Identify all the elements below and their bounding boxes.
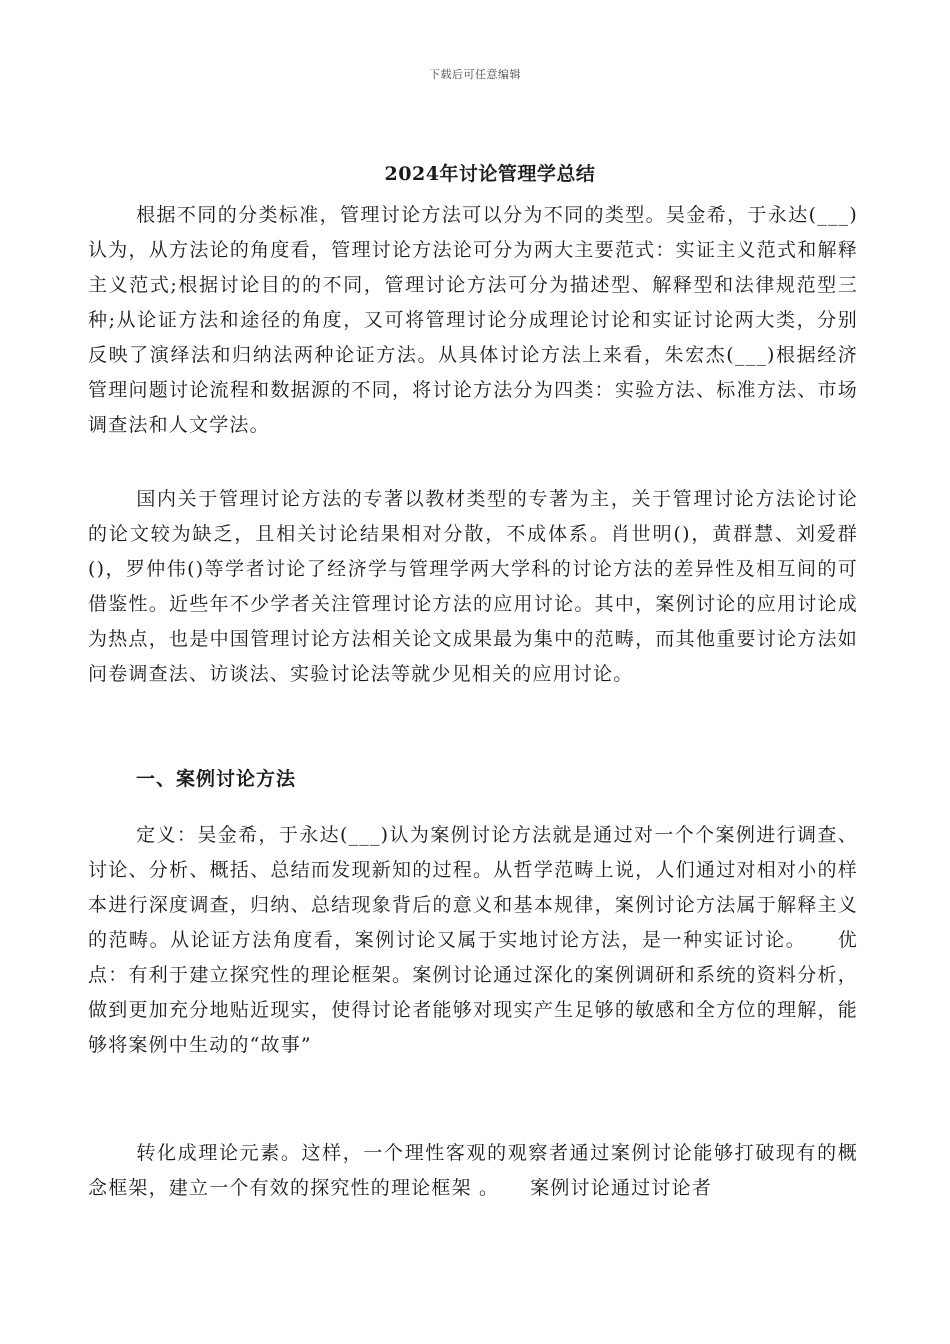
body-paragraph	[88, 198, 858, 443]
paragraph-text: 定义：吴金希，于永达(___)认为案例讨论方法就是通过对一个个案例进行调查、讨论、分析、概括、总结而发现新知的过程。从哲学范畴上说，人们通过对相对小的样本进行深度调查，归纳、总结现象背后的意义和基本规律，案例讨论方法属于解释主义的范畴。从论证方法角度看，案例讨论又属于实地讨论方法，是一种实证讨论。 优点：有利于建立探究性的理论框架。案例讨论通过深化的案例调研和系统的资料分析，做到更加充分地贴近现实，使得讨论者能够对现实产生足够的敏感和全方位的理解，能够将案例中生动的“故事”	[88, 824, 858, 1056]
body-paragraph	[88, 1136, 858, 1206]
section-heading: 一、案例讨论方法	[136, 768, 297, 790]
document-title: 2024年讨论管理学总结	[384, 162, 596, 185]
body-paragraph	[88, 482, 858, 692]
download-note: 下载后可任意编辑	[429, 68, 521, 81]
paragraph-text: 国内关于管理讨论方法的专著以教材类型的专著为主，关于管理讨论方法论讨论的论文较为缺乏，且相关讨论结果相对分散，不成体系。肖世明()，黄群慧、刘爱群()，罗仲伟()等学者讨论了经济学与管理学两大学科的讨论方法的差异性及相互间的可借鉴性。近些年不少学者关注管理讨论方法的应用讨论。其中，案例讨论的应用讨论成为热点，也是中国管理讨论方法相关论文成果最为集中的范畴，而其他重要讨论方法如问卷调查法、访谈法、实验讨论法等就少见相关的应用讨论。	[88, 488, 858, 685]
body-paragraph	[88, 818, 858, 1063]
paragraph-text: 转化成理论元素。这样，一个理性客观的观察者通过案例讨论能够打破现有的概念框架，建立一个有效的探究性的理论框架 。 案例讨论通过讨论者	[88, 1142, 858, 1199]
paragraph-text: 根据不同的分类标准，管理讨论方法可以分为不同的类型。吴金希，于永达(___)认为，从方法论的角度看，管理讨论方法论可分为两大主要范式：实证主义范式和解释主义范式;根据讨论目的的不同，管理讨论方法可分为描述型、解释型和法律规范型三种;从论证方法和途径的角度，又可将管理讨论分成理论讨论和实证讨论两大类，分别反映了演绎法和归纳法两种论证方法。从具体讨论方法上来看，朱宏杰(___)根据经济管理问题讨论流程和数据源的不同，将讨论方法分为四类：实验方法、标准方法、市场调查法和人文学法。	[88, 204, 858, 436]
